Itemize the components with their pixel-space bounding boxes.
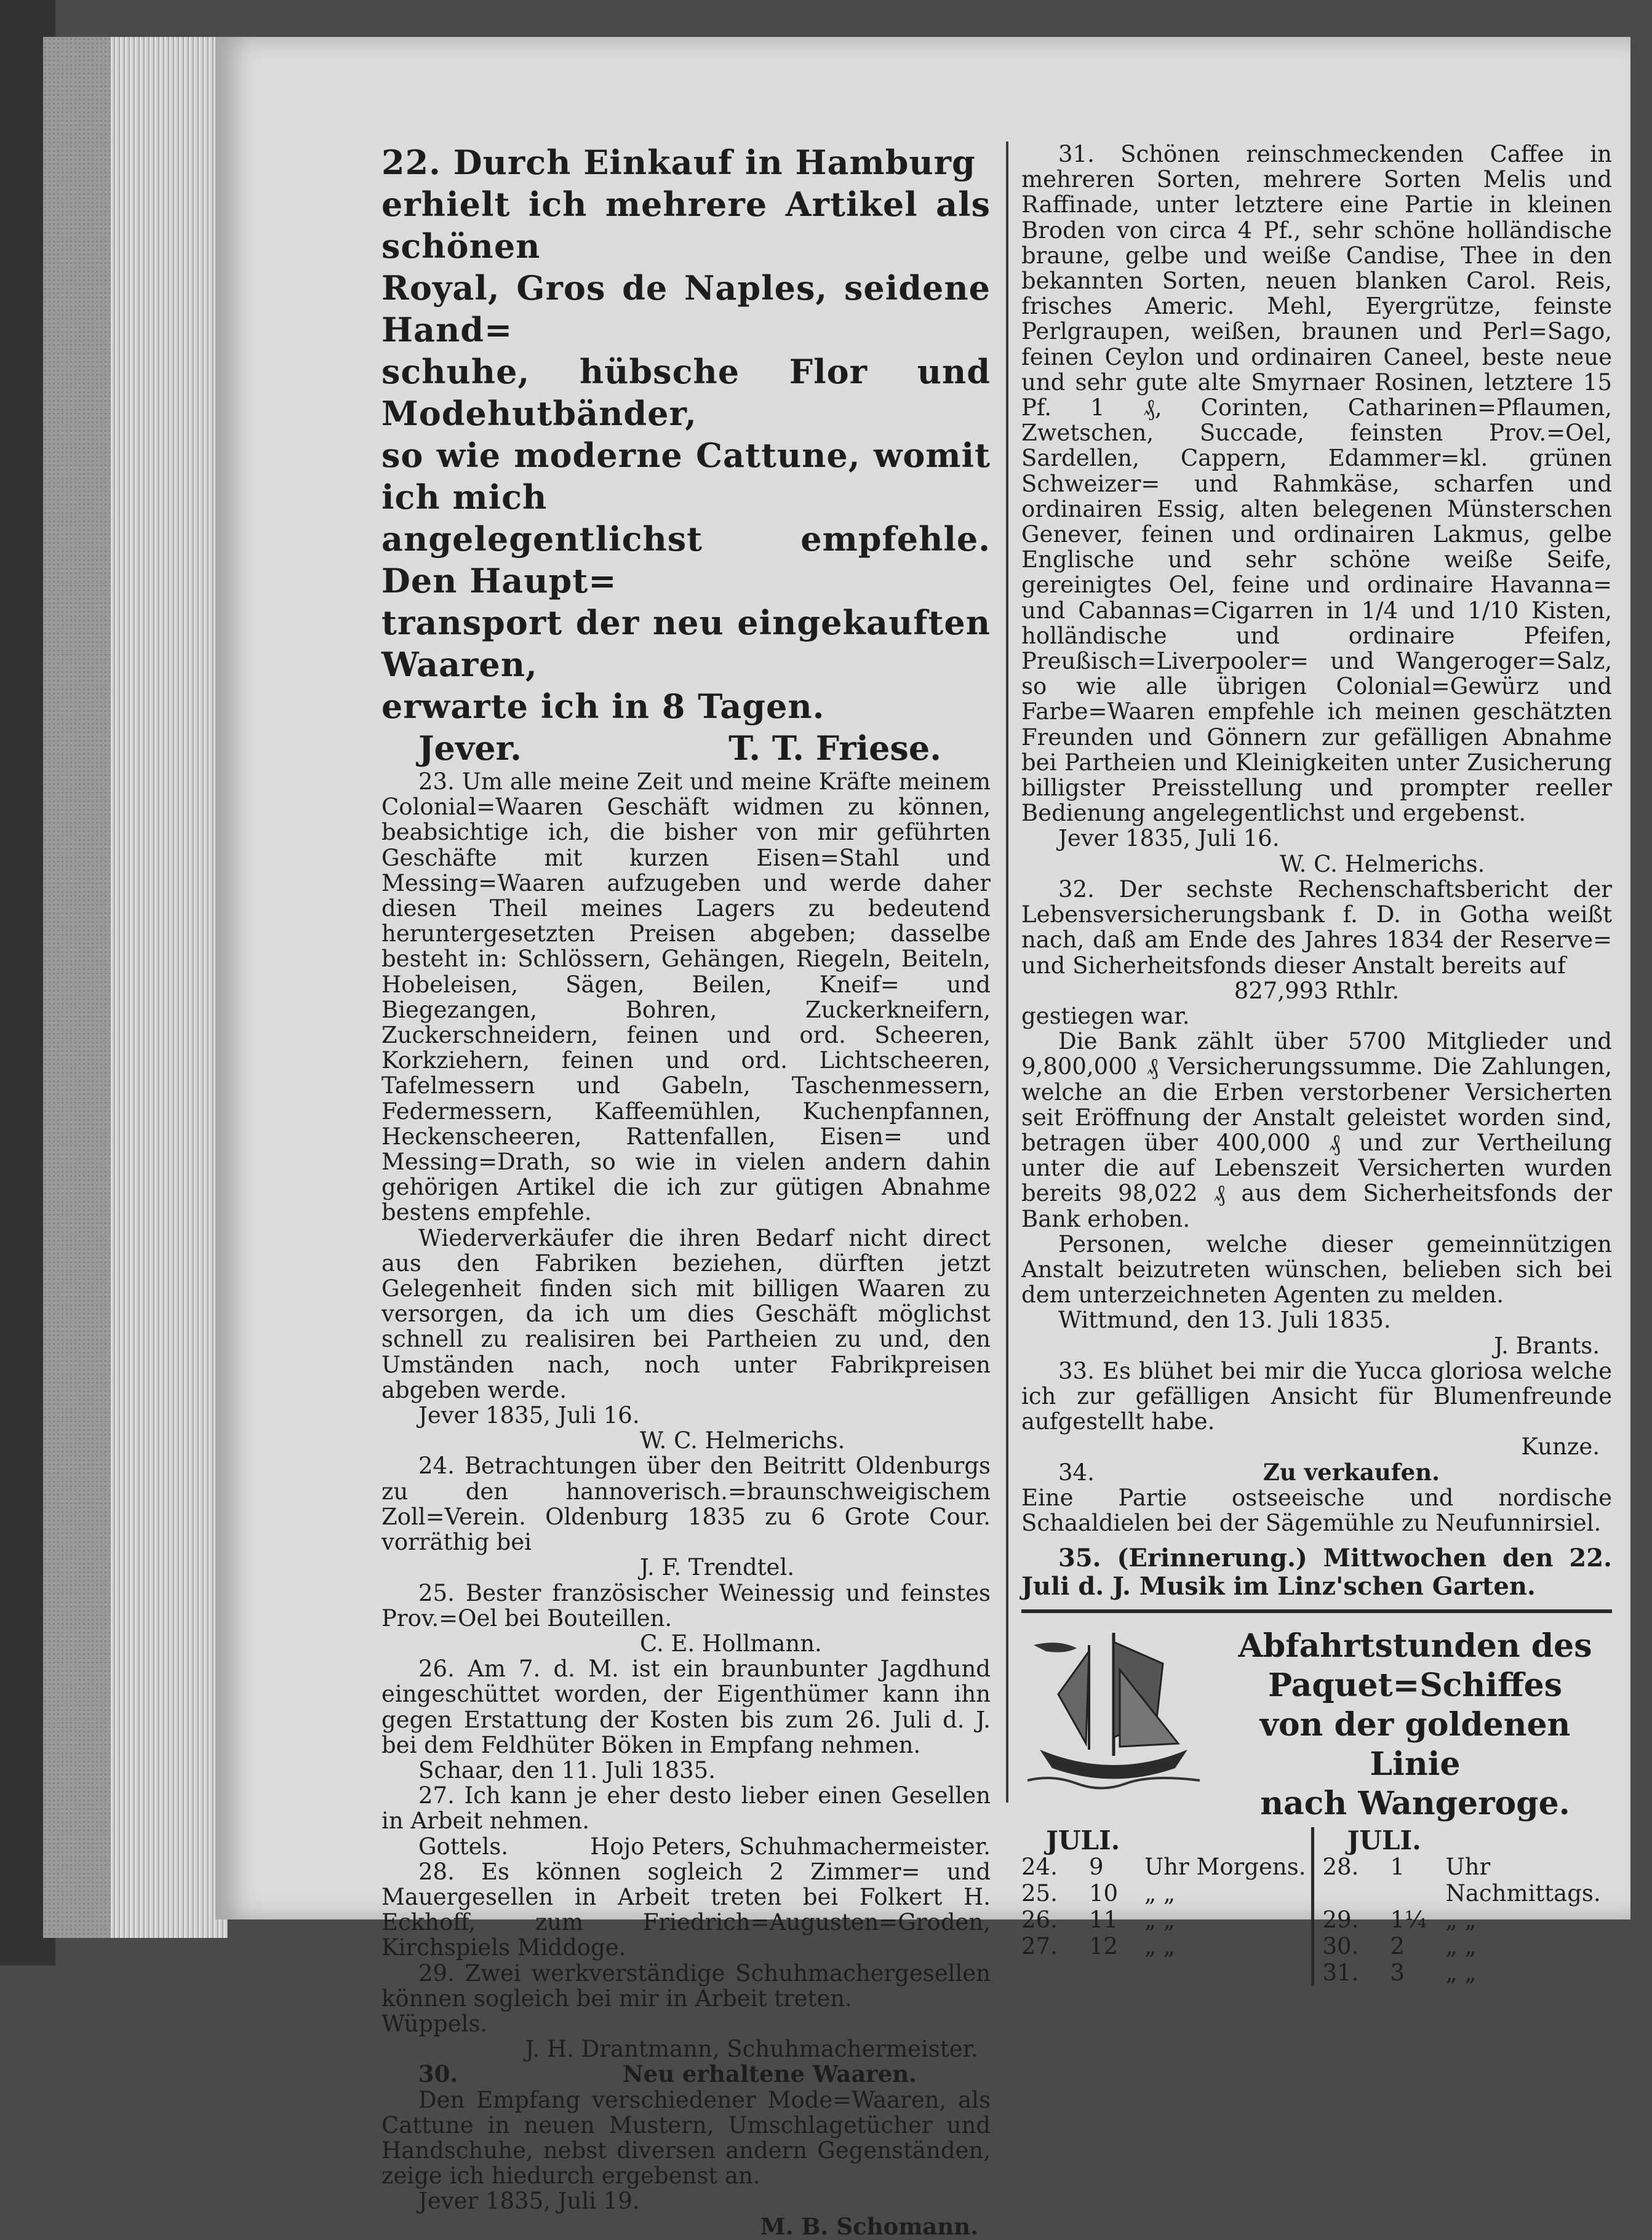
timetable-month: JULI. [1347,1825,1421,1856]
ad-28 [381,1859,991,1961]
ad26-text: 26. Am 7. d. M. ist ein braunbunter Jagdhund eingeschüttet worden, der Eigenthümer kann ihn gegen Erstattung der Kosten bis zum 26. Juli d. J. bei dem Feldhüter Böken in Empfang nehmen. [381,1656,991,1758]
timetable-row [1021,1880,1311,1907]
timetable-row [1323,1933,1613,1959]
ad35-paragraph [1021,1544,1612,1601]
tt-label: Uhr Morgens. [1144,1854,1306,1881]
ad34-header [1021,1460,1612,1485]
tt-day: 24. [1021,1854,1058,1881]
ad29-signature: J. H. Drantmann, Schuhmachermeister. [525,2036,978,2063]
ad-35 [1021,1544,1612,1601]
ad23-date: Jever 1835, Juli 16. [418,1402,640,1429]
ad32-amount: 827,993 Rthlr. [1234,977,1400,1004]
ad-24 [381,1453,991,1580]
tt-day: 25. [1021,1880,1058,1907]
timetable-row [1021,1907,1311,1933]
ad27-place: Gottels. [418,1833,509,1860]
ad-32 [1021,877,1612,1358]
ad32-text3: Personen, welche dieser gemeinnützigen Anstalt beizutreten wünschen, belieben sich bei dem unterzeichneten Agenten zu melden. [1021,1230,1612,1309]
ad26-date: Schaar, den 11. Juli 1835. [418,1756,716,1784]
tt-day: 30. [1322,1933,1359,1960]
ad34-text: Eine Partie ostseeische und nordische Schaaldielen bei der Sägemühle zu Neufunnirsiel. [1021,1484,1612,1536]
tt-label: „ „ [1445,1959,1477,1987]
timetable-left [1021,1827,1311,1986]
timetable-row [1021,1854,1311,1880]
tt-hour: 10 [1089,1880,1119,1907]
ad32-text: 32. Der sechste Rechenschaftsbericht der Lebensversicherungsbank f. D. in Gotha weißt nach, daß am Ende des Jahres 1834 der Reserve= und Sicherheitsfonds dieser Anstalt bereits auf [1021,875,1612,979]
ad30-header [381,2062,991,2087]
ad24-text: 24. Betrachtungen über den Beitritt Oldenburgs zu den hannoverisch.=braunschweigischem Zoll=Verein. Oldenburg 1835 zu 6 Grote Cour. vorräthig bei [381,1453,991,1556]
ad31-signature: W. C. Helmerichs. [1280,850,1485,877]
ad27-signature-row [381,1834,991,1859]
ad-25 [381,1580,991,1657]
ferry-timetable [1021,1627,1612,1986]
timetable-row [1021,1933,1311,1959]
timetable-grid [1021,1827,1612,1986]
ad23-signature: W. C. Helmerichs. [640,1427,845,1454]
ad30-heading: Neu erhaltene Waaren. [622,2060,917,2088]
ad30-signature: M. B. Schomann. [760,2212,978,2240]
ad22-signature-row [381,727,991,769]
left-column [381,141,991,2239]
ad25-text: 25. Bester französischer Weinessig und feinstes Prov.=Oel bei Bouteillen. [381,1579,991,1632]
tt-label: „ „ [1445,1933,1477,1960]
ad35-number: 35. [1058,1544,1101,1573]
ad29-text: 29. Zwei werkverständige Schuhmachergesellen können sogleich bei mir in Arbeit treten. [381,1959,991,2012]
ad33-text: 33. Es blühet bei mir die Yucca gloriosa welche ich zur gefälligen Ansicht für Blumenfreunde aufgestellt habe. [1021,1357,1612,1435]
ad22-line: transport der neu eingekauften Waaren, [381,603,991,684]
timetable-header [1021,1627,1612,1823]
ad30-text: Den Empfang verschiedener Mode=Waaren, als Cattune in neuen Mustern, Umschlagetücher und Handschuhe, nebst diversen andern Gegenständen, zeige ich hiedurch ergebenst an. [381,2086,991,2190]
ad22-signature: T. T. Friese. [728,728,941,768]
ad-33 [1021,1358,1612,1460]
ad23-text2: Wiederverkäufer die ihren Bedarf nicht direct aus den Fabriken beziehen, dürften jetzt Gelegenheit finden sich mit billigen Waaren zu versorgen, da ich um dies Geschäft möglichst schnell zu realisiren bei Partheien zu und, den Umständen nach, noch unter Fabrikpreisen abgeben werde. [381,1224,991,1403]
ad34-number: 34. [1058,1459,1095,1486]
ad-29 [381,1961,991,2062]
tt-day: 28. [1322,1854,1359,1881]
tt-label: „ „ [1144,1933,1176,1960]
book-cover-edge [43,37,111,1938]
ad22-line: so wie moderne Cattune, womit ich mich [381,436,991,517]
tt-hour: 11 [1089,1907,1119,1934]
ad-26 [381,1656,991,1783]
ad24-signature: J. F. Trendtel. [640,1554,795,1581]
timetable-month: JULI. [1046,1825,1120,1856]
tt-day: 29. [1322,1907,1359,1934]
ad-23 [381,769,991,1453]
ad22-line: angelegentlichst empfehle. Den Haupt= [381,519,991,600]
ad33-signature: Kunze. [1521,1433,1600,1461]
ad31-date: Jever 1835, Juli 16. [1058,825,1280,852]
ad27-signature: Hojo Peters, Schuhmachermeister. [590,1833,991,1860]
ad23-text: 23. Um alle meine Zeit und meine Kräfte meinem Colonial=Waaren Geschäft widmen zu können, beabsichtige ich, die bisher von mir geführten Geschäfte mit kurzen Eisen=Stahl und Messing=Waaren aufzugeben und werde daher diesen Theil meines Lagers zu bedeutend heruntergesetzten Preisen abgeben; dasselbe besteht in: Schlössern, Gehängen, Riegeln, Beiteln, Hobeleisen, Sägen, Beilen, Kneif= und Biegezangen, Bohren, Zuckerkneifern, Zuckerschneidern, feinen und ord. Scheeren, Korkziehern, feinen und ord. Lichtscheeren, Tafelmessern und Gabeln, Taschenmessern, Federmessern, Kaffeemühlen, Kuchenpfannen, Heckenscheeren, Rattenfallen, Eisen= und Messing=Drath, so wie in vielen andern dahin gehörigen Artikel die ich zur gütigen Abnahme bestens empfehle. [381,768,991,1226]
sailing-ship-icon [1021,1627,1206,1799]
ad-31 [1021,141,1612,877]
ad-22 [381,141,991,769]
ad22-line: erhielt ich mehrere Artikel als schönen [381,185,991,266]
tt-hour: 2 [1390,1933,1405,1960]
ad-30 [381,2062,991,2239]
ad25-signature: C. E. Hollmann. [640,1630,822,1657]
tt-day: 31. [1322,1959,1359,1987]
column-divider [1006,141,1008,1803]
ad30-number: 30. [418,2060,458,2088]
ad30-date: Jever 1835, Juli 19. [418,2188,640,2215]
timetable-title-line: Paquet=Schiffes [1267,1667,1563,1705]
ad-34 [1021,1460,1612,1536]
ad27-text: 27. Ich kann je eher desto lieber einen Gesellen in Arbeit nehmen. [381,1782,991,1835]
tt-hour: 9 [1089,1854,1104,1881]
section-rule [1021,1609,1612,1613]
ad28-text: 28. Es können sogleich 2 Zimmer= und Mauergesellen in Arbeit treten bei Folkert H. Eckhoff, zum Friedrich=Augusten=Groden, Kirchspiels Middoge. [381,1858,991,1961]
tt-hour: 3 [1390,1959,1405,1987]
ad22-line: Royal, Gros de Naples, seidene Hand= [381,268,991,349]
tt-day: 27. [1021,1933,1058,1960]
timetable-row [1323,1907,1613,1933]
ad22-line: 22. Durch Einkauf in Hamburg [381,143,976,182]
ad22-line: schuhe, hübsche Flor und Modehutbänder, [381,352,991,433]
ad32-signature: J. Brants. [1494,1332,1600,1359]
tt-label: „ „ [1144,1880,1176,1907]
timetable-title [1218,1627,1612,1823]
timetable-right [1311,1827,1613,1986]
timetable-title-line: Abfahrtstunden des [1238,1627,1592,1665]
ad22-line: erwarte ich in 8 Tagen. [381,687,825,726]
ad32-date: Wittmund, den 13. Juli 1835. [1058,1307,1391,1334]
tt-hour: 1 [1390,1854,1405,1881]
ad29-place: Wüppels. [381,2010,488,2037]
ad32-text2: Die Bank zählt über 5700 Mitglieder und 9,800,000 ₰ Versicherungssumme. Die Zahlungen, welche an die Erben verstorbener Versicherten seit Eröffnung der Anstalt geleistet worden sind, betragen über 400,000 ₰ und zur Vertheilung unter die auf Lebenszeit Versicherten wurden bereits 98,022 ₰ aus dem Sicherheitsfonds der Bank erhoben. [1021,1028,1612,1232]
right-column [1021,141,1612,1986]
ad32-text-after: gestiegen war. [1021,1002,1190,1029]
ad22-place: Jever. [418,728,522,768]
timetable-row [1323,1854,1613,1907]
tt-label: „ „ [1445,1907,1477,1934]
ad35-text: (Erinnerung.) Mittwochen den 22. Juli d. J. Musik im Linz'schen Garten. [1021,1544,1612,1601]
tt-hour: 1¼ [1390,1907,1427,1934]
tt-label: Uhr Nachmittags. [1445,1854,1601,1907]
ad-27 [381,1783,991,1859]
tt-day: 26. [1021,1907,1058,1934]
ad34-heading: Zu verkaufen. [1263,1458,1440,1486]
tt-hour: 12 [1089,1933,1119,1960]
timetable-row [1323,1959,1613,1986]
tt-label: „ „ [1144,1907,1176,1934]
timetable-title-line: von der goldenen Linie [1259,1706,1571,1784]
ad31-text: 31. Schönen reinschmeckenden Caffee in mehreren Sorten, mehrere Sorten Melis und Raffinade, unter letztere eine Partie in kleinen Broden von circa 4 Pf., sehr schöne holländische braune, gelbe und weiße Candise, Thee in den bekannten Sorten, neuen blanken Carol. Reis, frisches Americ. Mehl, Eyergrütze, feinste Perlgraupen, weißen, braunen und Perl=Sago, feinen Ceylon und ordinairen Caneel, beste neue und sehr gute alte Smyrnaer Rosinen, letztere 15 Pf. 1 ₰, Corinten, Catharinen=Pflaumen, Zwetschen, Succade, feinsten Prov.=Oel, Sardellen, Cappern, Edammer=kl. grünen Schweizer= und Rahmkäse, scharfen und ordinairen Essig, alten belegenen Münsterschen Genever, feinen und ordinairen Lakmus, gelbe Englische und sehr schöne weiße Seife, gereinigtes Oel, feine und ordinaire Havanna= und Cabannas=Cigarren in 1/4 und 1/10 Kisten, holländische und ordinaire Pfeifen, Preußisch=Liverpooler= und Wangeroger=Salz, so wie alle übrigen Colonial=Gewürz und Farbe=Waaren empfehle ich meinen geschätzten Freunden und Gönnern zur gefälligen Abnahme bei Partheien und Kleinigkeiten unter Zusicherung billigster Preisstellung und prompter reeller Bedienung angelegentlichst und ergebenst. [1021,141,1612,827]
timetable-title-line: nach Wangeroge. [1260,1785,1570,1823]
